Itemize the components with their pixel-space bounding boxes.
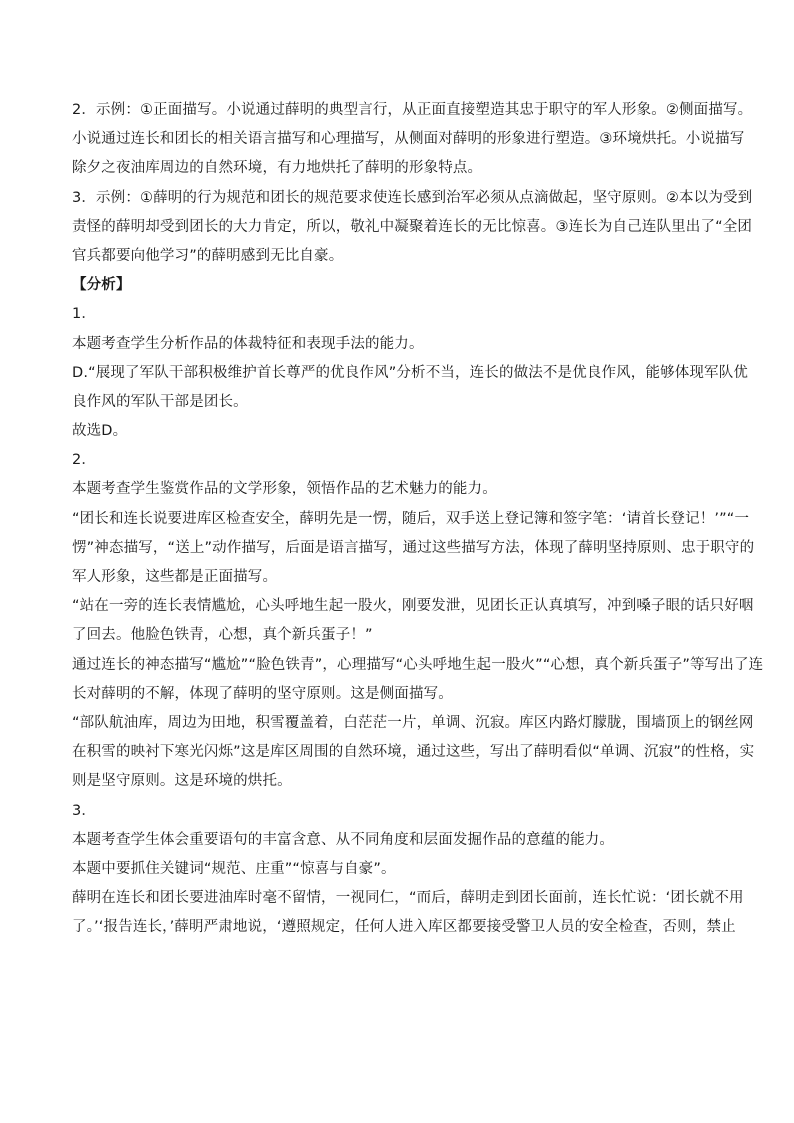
analysis-1-line-3: 良作风的军队干部是团长。: [72, 393, 248, 410]
analysis-2-line-7: 通过连长的神态描写“尴尬”“脸色铁青”，心理描写“心头呼地生起一股火”“心想，真个新兵蛋子”等写出了连: [72, 656, 764, 673]
analysis-3-number: 3．: [72, 802, 97, 819]
analysis-2-line-2: “团长和连长说要进库区检查安全，薛明先是一愣，随后，双手送上登记簿和签字笔：‘请首长登记！’”“一: [72, 510, 750, 527]
analysis-2-line-1: 本题考查学生鉴赏作品的文学形象，领悟作品的艺术魅力的能力。: [72, 481, 497, 498]
answer-2-line-2: 小说通过连长和团长的相关语言描写和心理描写，从侧面对薛明的形象进行塑造。③环境烘托。小说描写: [72, 131, 745, 148]
analysis-1-line-1: 本题考查学生分析作品的体裁特征和表现手法的能力。: [72, 335, 424, 352]
analysis-2-line-11: 则是坚守原则。这是环境的烘托。: [72, 773, 292, 790]
analysis-3-line-2: 本题中要抓住关键词“规范、庄重”“惊喜与自豪”。: [72, 860, 396, 877]
analysis-2-line-4: 军人形象，这些都是正面描写。: [72, 569, 278, 585]
analysis-2-line-6: 了回去。他脸色铁青，心想，真个新兵蛋子！”: [72, 627, 373, 644]
analysis-3-line-4: 了。’‘报告连长，’薛明严肃地说，‘遵照规定，任何人进入库区都要接受警卫人员的安全检查，否则，禁止: [72, 919, 736, 936]
answer-2-line-1: 2．示例：①正面描写。小说通过薛明的典型言行，从正面直接塑造其忠于职守的军人形象。②侧面描写。: [72, 102, 753, 118]
analysis-1-line-4: 故选D。: [72, 423, 128, 440]
answer-3-line-2: 责怪的薛明却受到团长的大力肯定，所以，敬礼中凝聚着连长的无比惊喜。③连长为自己连队里出了“全团: [72, 218, 753, 235]
analysis-2-line-5: “站在一旁的连长表情尴尬，心头呼地生起一股火，刚要发泄，见团长正认真填写，冲到嗓子眼的话只好咽: [72, 598, 754, 615]
answer-3-line-3: 官兵都要向他学习”的薛明感到无比自豪。: [72, 247, 344, 264]
analysis-2-line-9: “部队航油库，周边为田地，积雪覆盖着，白茫茫一片，单调、沉寂。库区内路灯朦胧，围墙顶上的钢丝网: [72, 714, 754, 731]
analysis-2-line-10: 在积雪的映衬下寒光闪烁”这是库区周围的自然环境，通过这些，写出了薛明看似“单调、沉寂”的性格，实: [72, 744, 755, 761]
answer-3-line-1: 3．示例：①薛明的行为规范和团长的规范要求使连长感到治军必须从点滴做起，坚守原则。②本以为受到: [72, 189, 753, 206]
analysis-2-line-8: 长对薛明的不解，体现了薛明的坚守原则。这是侧面描写。: [72, 685, 453, 702]
answer-2-line-3: 除夕之夜油库周边的自然环境，有力地烘托了薛明的形象特点。: [72, 160, 483, 177]
analysis-3-line-1: 本题考查学生体会重要语句的丰富含意、从不同角度和层面发掘作品的意蕴的能力。: [72, 831, 615, 848]
analysis-2-number: 2．: [72, 452, 97, 469]
document-page: [72, 96, 764, 942]
analysis-1-number: 1．: [72, 306, 97, 323]
analysis-2-line-3: 愣”神态描写，“送上”动作描写，后面是语言描写，通过这些描写方法，体现了薛明坚持原则、忠于职守的: [72, 539, 755, 556]
analysis-1-line-2: D.“展现了军队干部积极维护首长尊严的优良作风”分析不当，连长的做法不是优良作风，能够体现军队优: [72, 364, 748, 381]
analysis-3-line-3: 薛明在连长和团长要进油库时毫不留情，一视同仁，“而后，薛明走到团长面前，连长忙说：‘团长就不用: [72, 890, 744, 907]
analysis-heading: 【分析】: [72, 277, 131, 294]
